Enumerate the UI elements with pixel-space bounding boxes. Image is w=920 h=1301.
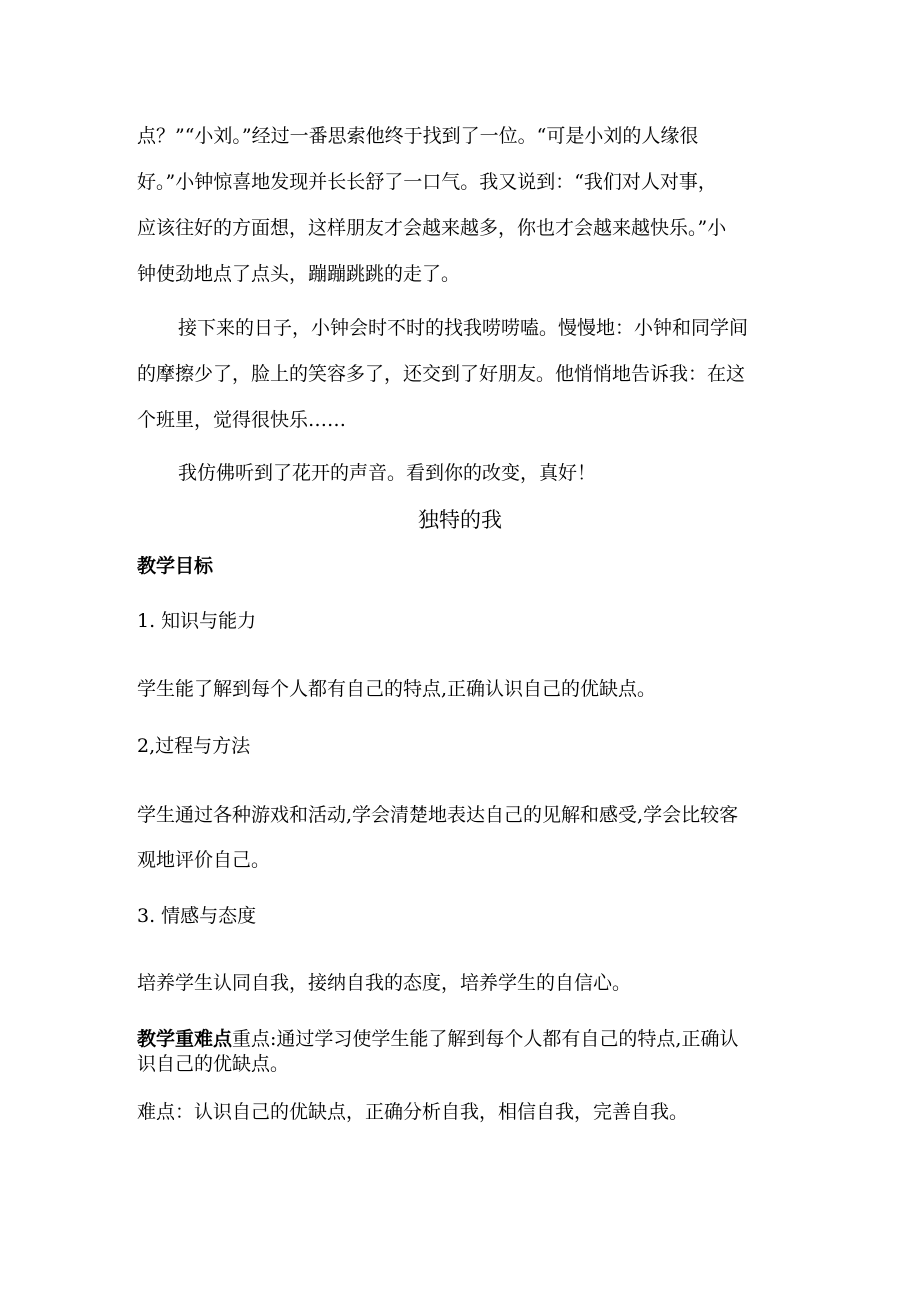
story-p2-line2: 的摩擦少了，脸上的笑容多了，还交到了好朋友。他悄悄地告诉我：在这 <box>137 363 746 385</box>
story-p1-line2: 好。”小钟惊喜地发现并长长舒了一口气。我又说到：“我们对人对事， <box>137 171 717 193</box>
story-p2-line1: 接下来的日子，小钟会时不时的找我唠唠嗑。慢慢地：小钟和同学间 <box>178 317 749 339</box>
keypoints-label: 教学重难点 <box>137 1028 233 1050</box>
lesson-title: 独特的我 <box>418 508 502 532</box>
keypoints-text: 重点:通过学习使学生能了解到每个人都有自己的特点,正确认 <box>232 1028 739 1050</box>
goal1-heading: 1. 知识与能力 <box>137 610 257 632</box>
story-p1-line3: 应该往好的方面想，这样朋友才会越来越多，你也才会越来越快乐。”小 <box>137 217 727 239</box>
story-p1-line1: 点？”“小刘。”经过一番思索他终于找到了一位。“可是小刘的人缘很 <box>137 125 699 147</box>
story-p1-line4: 钟使劲地点了点头，蹦蹦跳跳的走了。 <box>137 263 461 285</box>
difficulty-text: 难点：认识自己的优缺点，正确分析自我，相信自我，完善自我。 <box>137 1101 689 1123</box>
goal2-text-line2: 观地评价自己。 <box>137 849 271 871</box>
goal3-heading: 3. 情感与态度 <box>137 905 257 927</box>
goal3-text: 培养学生认同自我，接纳自我的态度，培养学生的自信心。 <box>137 972 632 994</box>
story-p2-line3: 个班里，觉得很快乐…… <box>137 409 347 431</box>
goals-heading: 教学目标 <box>137 555 214 577</box>
goal1-text: 学生能了解到每个人都有自己的特点,正确认识自己的优缺点。 <box>137 678 657 700</box>
keypoints-line1 <box>137 1030 738 1049</box>
keypoints-line2: 识自己的优缺点。 <box>137 1053 290 1075</box>
goal2-heading: 2,过程与方法 <box>137 735 251 757</box>
goal2-text-line1: 学生通过各种游戏和活动,学会清楚地表达自己的见解和感受,学会比较客 <box>137 804 739 826</box>
story-p3: 我仿佛听到了花开的声音。看到你的改变，真好！ <box>178 462 597 484</box>
